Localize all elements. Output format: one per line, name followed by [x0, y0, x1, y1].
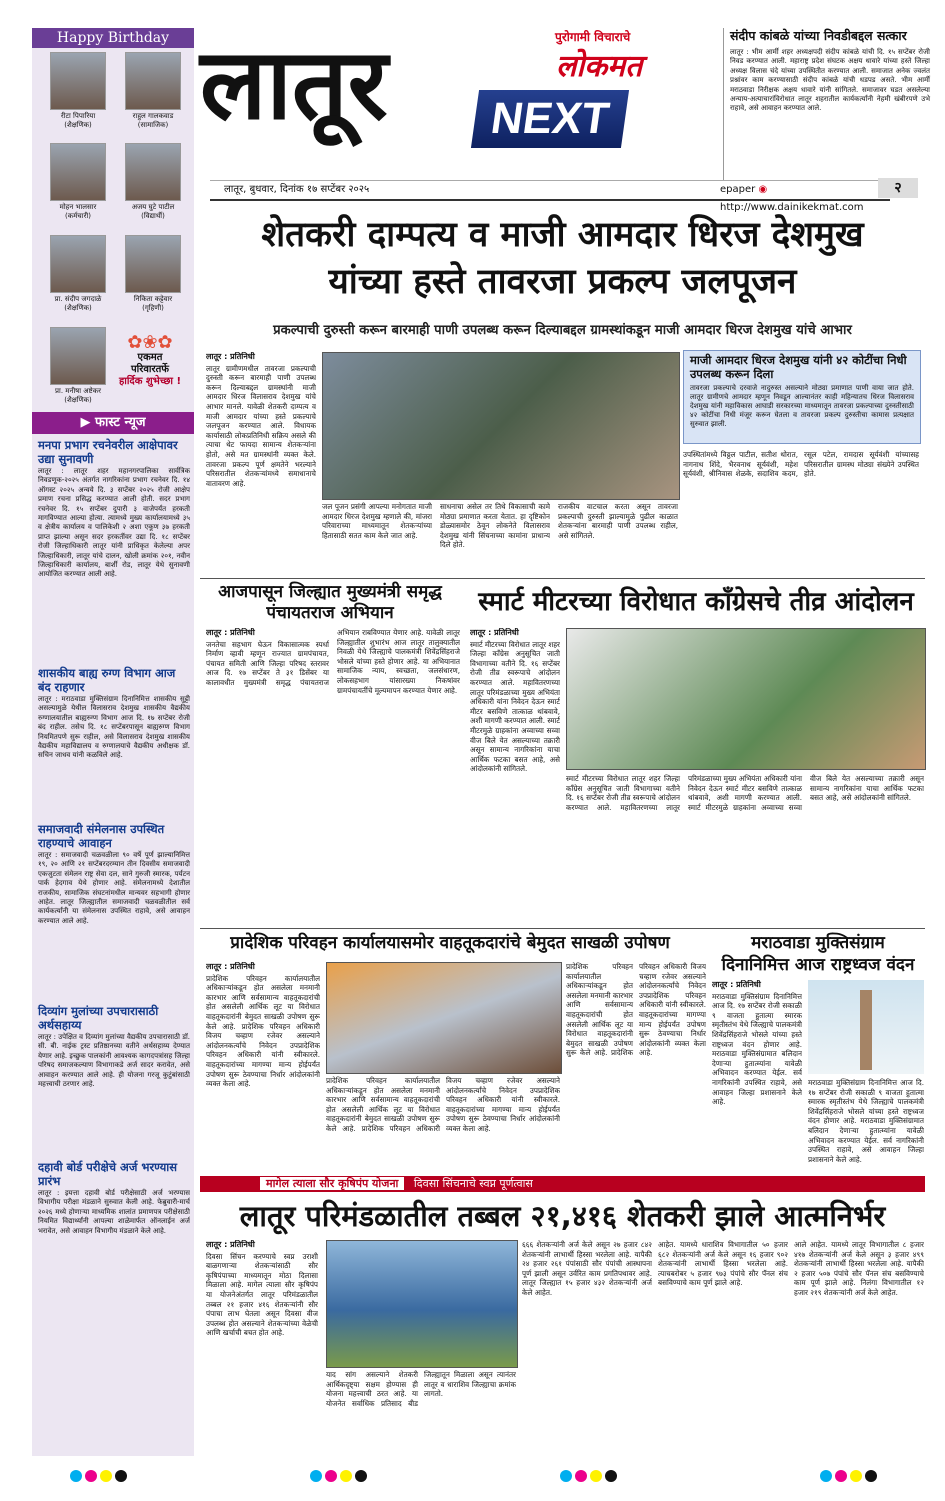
lead-column: साधनाचा असेल तर तिथे विकासाची कामे मोठ्या प्रमाणात करता येतात. हा दृष्टिकोन डोळ्यासमोर ठेवून लोकनेते विलासराव देशमुख यांनी सिंचनाच्या कामांना प्राधान्य दिले होते.	[440, 502, 550, 550]
lead-column: राजकीय वाटचाल करता असून तावरजा प्रकल्पाची दुरुस्ती झाल्यामुळे पुढील काळात शेतकऱ्यांना बारमाही पाणी उपलब्ध राहील, असे सांगितले.	[558, 502, 678, 540]
person-photo	[50, 143, 106, 201]
protest-photo	[566, 628, 926, 770]
flower-icon: ✿❀✿	[127, 332, 173, 353]
memorial-pillar	[860, 990, 872, 1070]
scheme-banner: मागेल त्याला सौर कृषिपंप योजना दिवसा सिंचनाचे स्वप्न पूर्णत्वास	[200, 1176, 925, 1192]
news-brief: समाजवादी संमेलनास उपस्थित राहण्याचे आवाहन लातूर : समाजवादी चळवळीला ९० वर्षे पूर्ण झाल्यानिमित्त १९, २० आणि २१ सप्टेंबरदरम्यान तीन दिवसीय समाजवादी एकजुटता संमेलन राष्ट्र सेवा दल, साने गुरुजी स्मारक, पर्यटन पार्क हेदगाव येथे होणार आहे. संमेलनामध्ये देशातील राजकीय, सामाजिक संघटनांमधील मान्यवर सहभागी होणार आहेत. लातूर जिल्ह्यातील समाजवादी चळवळीतील सर्व कार्यकर्त्यांनी या संमेलनास उपस्थित राहावे, असे आवाहन करण्यात आले आहे.	[38, 822, 190, 925]
epaper-link[interactable]: http://www.dainikekmat.com	[720, 202, 864, 213]
story-body: प्रादेशिक परिवहन कार्यालयातील अधिकाऱ्यांकडून होत असलेला मनमानी कारभार आणि सर्वसामान्य वाहतूकदारांची होत असलेली आर्थिक लूट या विरोधात वाहतूकदारांनी बेमुदत साखळी उपोषण सुरू केले आहे. प्रादेशिक परिवहन अधिकारी विजय चव्हाण रजेवर असल्याने आंदोलनकर्त्यांचे निवेदन उपप्रादेशिक परिवहन अधिकारी यांनी स्वीकारले. वाहतूकदारांच्या मागण्या मान्य होईपर्यंत उपोषण सुरू ठेवण्याचा निर्धार आंदोलकांनी व्यक्त केला आहे.	[566, 962, 706, 1058]
news-brief: दहावी बोर्ड परीक्षेचे अर्ज भरण्यास प्रारंभ लातूर : इयत्ता दहावी बोर्ड परीक्षेसाठी अर्ज भरण्यास विभागीय परीक्षा मंडळाने सुरुवात केली आहे. फेब्रुवारी-मार्च २०२६ मध्ये होणाऱ्या माध्यमिक शालांत प्रमाणपत्र परीक्षेसाठी नियमित विद्यार्थ्यांनी आपल्या शाळेमार्फत ऑनलाईन अर्ज भरावेत, असे आवाहन विभागीय मंडळाने केले आहे.	[38, 1160, 190, 1235]
bottom-headline: लातूर परिमंडळातील तब्बल २१,४१६ शेतकरी झाले आत्मनिर्भर	[239, 1199, 886, 1233]
person-photo	[50, 52, 106, 110]
dateline: लातूर, बुधवार, दिनांक १७ सप्टेंबर २०२५ epaper ◉ http://www.dainikekmat.com	[210, 180, 890, 201]
print-registration-marks	[70, 1470, 127, 1482]
story-body: मराठवाडा मुक्तिसंग्राम दिनानिमित्त आज दि. १७ सप्टेंबर रोजी सकाळी ९ वाजता हुतात्मा स्मारक स्मृतीस्तंभ येथे जिल्ह्याचे पालकमंत्री शिवेंद्रसिंहराजे भोसले यांच्या हस्ते राष्ट्रध्वज वंदन होणार आहे. मराठवाडा मुक्तिसंग्रामात बलिदान देणाऱ्या हुतात्म्यांना यावेळी अभिवादन करण्यात येईल. सर्व नागरिकांनी उपस्थित राहावे, असे आवाहन जिल्हा प्रशासनाने केले आहे.	[808, 1078, 924, 1164]
person-photo	[125, 143, 181, 201]
person-photo	[50, 235, 106, 293]
birthday-header: Happy Birthday	[32, 28, 194, 48]
birthday-card: अजय घुटे पाटील (विद्यार्थी)	[117, 143, 189, 221]
print-registration-marks	[820, 1470, 877, 1482]
story-body: स्मार्ट मीटरच्या विरोधात लातूर शहर जिल्हा काँग्रेस अनुसूचित जाती विभागाच्या वतीने दि. १६ सप्टेंबर रोजी तीव्र स्वरूपाचे आंदोलन करण्यात आले. महावितरणच्या लातूर परिमंडळाच्या मुख्य अभियंता अधिकारी यांना निवेदन देऊन स्मार्ट मीटर बसविणे तात्काळ थांबवावे, अशी मागणी करण्यात आली. स्मार्ट मीटरमुळे ग्राहकांना अव्वाच्या सव्वा वीज बिले येत असल्याच्या तक्रारी असून सामान्य नागरिकांना याचा आर्थिक फटका बसत आहे, असे आंदोलकांनी सांगितले.	[566, 774, 924, 812]
story-headline: स्मार्ट मीटरच्या विरोधात काँग्रेसचे तीव्र आंदोलन	[478, 587, 914, 617]
page-number: २	[878, 178, 918, 198]
print-registration-marks	[560, 1470, 617, 1482]
top-right-story: संदीप कांबळे यांच्या निवडीबद्दल सत्कार लातूर : भीम आर्मी शहर अध्यक्षपदी संदीप कांबळे यांची दि. १५ सप्टेंबर रोजी निवड करण्यात आली. महाराष्ट्र प्रदेश संघटक अक्षय धावारे यांच्या हस्ते जिल्हा अध्यक्ष विलास चंदे यांच्या उपस्थितीत करण्यात आली. समाजात अनेक ज्वलंत प्रश्नांवर काम करण्यासाठी संदीप कांबळे यांची धडपड असते. भीम आर्मी मराठवाडा निरीक्षक अक्षय धावारे यांनी सांगितले. समाजावर घडत असलेल्या अन्याय-अत्याचारांविरोधात लातूर शहरातील कार्यकर्त्यांनी नेहमी खंबीरपणे उभे राहावे, असे आवाहन करण्यात आले.	[723, 28, 930, 180]
lead-photo	[322, 352, 680, 500]
story-headline: प्रादेशिक परिवहन कार्यालयासमोर वाहतूकदारांचे बेमुदत साखळी उपोषण	[230, 933, 670, 953]
print-registration-marks	[310, 1470, 367, 1482]
divider	[200, 578, 925, 579]
next-logo: NEXT	[471, 90, 629, 148]
lead-subhead: प्रकल्पाची दुरुस्ती करून बारमाही पाणी उपलब्ध करून दिल्याबद्दल ग्रामस्थांकडून माजी आमदार धिरज देशमुख यांचे आभार	[273, 323, 852, 338]
masthead-logo: लातूर	[200, 28, 388, 142]
story-body: लातूर : प्रतिनिधी मराठवाडा मुक्तिसंग्राम दिनानिमित्त आज दि. १७ सप्टेंबर रोजी सकाळी ९ वाजता हुतात्मा स्मारक स्मृतीस्तंभ येथे जिल्ह्याचे पालकमंत्री शिवेंद्रसिंहराजे भोसले यांच्या हस्ते राष्ट्रध्वज वंदन होणार आहे. मराठवाडा मुक्तिसंग्रामात बलिदान देणाऱ्या हुतात्म्यांना यावेळी अभिवादन करण्यात येईल. सर्व नागरिकांनी उपस्थित राहावे, असे आवाहन जिल्हा प्रशासनाने केले आहे.	[712, 980, 802, 1107]
lead-column: जल पूजन प्रसंगी आपल्या मनोगतात माजी आमदार धिरज देशमुख म्हणाले की, मांजरा परिवाराच्या माध्यमातून शेतकऱ्यांच्या हितासाठी सतत काम केले जात आहे.	[322, 502, 432, 540]
story-body: लातूर : प्रतिनिधी प्रादेशिक परिवहन कार्यालयातील अधिकाऱ्यांकडून होत असलेला मनमानी कारभार आणि सर्वसामान्य वाहतूकदारांची होत असलेली आर्थिक लूट या विरोधात वाहतूकदारांनी बेमुदत साखळी उपोषण सुरू केले आहे. प्रादेशिक परिवहन अधिकारी विजय चव्हाण रजेवर असल्याने आंदोलनकर्त्यांचे निवेदन उपप्रादेशिक परिवहन अधिकारी यांनी स्वीकारले. वाहतूकदारांच्या मागण्या मान्य होईपर्यंत उपोषण सुरू ठेवण्याचा निर्धार आंदोलकांनी व्यक्त केला आहे.	[206, 962, 320, 1089]
story-body: आले आहेत. यामध्ये लातूर विभागातील ८ हजार ४१७ शेतकऱ्यांनी अर्ज केले असून ३ हजार ४९९ शेतकऱ्यांनी लाभार्थी हिस्सा भरलेला आहे. यापैकी २ हजार ५०७ पंपांचे सौर पॅनल संच बसविण्याचे काम पूर्ण झाले आहे. निलंगा विभागातील १२ हजार २१९ शेतकऱ्यांनी अर्ज केले आहेत.	[794, 1240, 924, 1297]
lead-headline: शेतकरी दाम्पत्य व माजी आमदार धिरज देशमुख यांच्या हस्ते तावरजा प्रकल्प जलपूजन	[261, 215, 864, 302]
globe-icon: ◉	[758, 184, 768, 195]
solar-pump-photo	[326, 1240, 518, 1368]
story-headline: मराठवाडा मुक्तिसंग्राम दिनानिमित्त आज राष्ट्रध्वज वंदन	[721, 933, 915, 975]
birthday-card: प्रा. मनीषा अष्टेकर (शैक्षणिक)	[42, 327, 114, 405]
news-brief: शासकीय बाह्य रुग्ण विभाग आज बंद राहणार लातूर : मराठवाडा मुक्तिसंग्राम दिनानिमित्त शासकीय सुट्टी असल्यामुळे येथील विलासराव देशमुख शासकीय वैद्यकीय रुग्णालयातील बाह्यरुग्ण विभाग आज दि. १७ सप्टेंबर रोजी बंद राहील. तसेच दि. १८ सप्टेंबरपासून बाह्यरुग्ण विभाग नियमितपणे सुरू राहील, असे विलासराव देशमुख शासकीय वैद्यकीय महाविद्यालय व रुग्णालयाचे वैद्यकीय अधीक्षक डॉ. सचिन जाधव यांनी कळविले आहे.	[38, 666, 190, 760]
story-body: लातूर : प्रतिनिधी स्मार्ट मीटरच्या विरोधात लातूर शहर जिल्हा काँग्रेस अनुसूचित जाती विभागाच्या वतीने दि. १६ सप्टेंबर रोजी तीव्र स्वरूपाचे आंदोलन करण्यात आले. महावितरणच्या लातूर परिमंडळाच्या मुख्य अभियंता अधिकारी यांना निवेदन देऊन स्मार्ट मीटर बसविणे तात्काळ थांबवावे, अशी मागणी करण्यात आली. स्मार्ट मीटरमुळे ग्राहकांना अव्वाच्या सव्वा वीज बिले येत असल्याच्या तक्रारी असून सामान्य नागरिकांना याचा आर्थिक फटका बसत आहे, असे आंदोलकांनी सांगितले.	[470, 628, 560, 774]
birthday-card: निकिता कट्टेवार (गृहिणी)	[117, 235, 189, 313]
news-brief: दिव्यांग मुलांच्या उपचारासाठी अर्थसहाय्य लातूर : उपेक्षित व दिव्यांग मुलांच्या वैद्यकीय उपचारासाठी डॉ. सी. बी. नाईक ट्रस्ट प्रतिष्ठानच्या वतीने अर्थसहाय्य देण्यात येणार आहे. इच्छुक पालकांनी आवश्यक कागदपत्रांसह जिल्हा परिषद समाजकल्याण विभागाकडे अर्ज सादर करावेत, असे आवाहन करण्यात आले आहे. ही योजना गरजू कुटुंबांसाठी महत्त्वाची ठरणार आहे.	[38, 1004, 190, 1089]
story-body: ६६६ शेतकऱ्यांनी अर्ज केले असून २७ हजार ८४२ शेतकऱ्यांनी लाभार्थी हिस्सा भरलेला आहे. यापैकी २४ हजार २६१ पंपांसाठी सौर पंपांची आस्थापना पूर्ण झाली असून उर्वरित काम प्रगतिपथावर आहे. लातूर जिल्ह्यात १५ हजार ४३२ शेतकऱ्यांनी अर्ज केले आहेत.	[522, 1240, 652, 1297]
story-body: याद सांग असल्याने शेतकरी आर्थिकदृष्ट्या सक्षम होण्यास ही योजना महत्त्वाची ठरत आहे. या योजनेत सर्वाधिक प्रतिसाद बीड जिल्ह्यातून मिळाला असून त्यानंतर लातूर व धाराशिव जिल्ह्याचा क्रमांक लागतो.	[326, 1370, 516, 1408]
lead-column: उपस्थितांमध्ये विठ्ठल पाटील, सतीश थोरात, नागनाथ शिंदे, भैरवनाथ सूर्यवंशी, महेश सूर्यवंशी, श्रीनिवास शेळके, सदाशिव कदम, रसूल पटेल, रामदास सूर्यवंशी यांच्यासह परिसरातील ग्रामस्थ मोठ्या संख्येने उपस्थित होते.	[683, 450, 919, 479]
fast-news-header: ▶ फास्ट न्यूज	[32, 412, 194, 434]
birthday-card: मोहन भालसार (कर्मचारी)	[42, 143, 114, 221]
memorial-photo	[808, 980, 924, 1074]
divider	[200, 928, 925, 929]
paper-name: लोकमत	[556, 49, 643, 84]
story-body: प्रादेशिक परिवहन कार्यालयातील अधिकाऱ्यांकडून होत असलेला मनमानी कारभार आणि सर्वसामान्य वाहतूकदारांची होत असलेली आर्थिक लूट या विरोधात वाहतूकदारांनी बेमुदत साखळी उपोषण सुरू केले आहे. प्रादेशिक परिवहन अधिकारी विजय चव्हाण रजेवर असल्याने आंदोलनकर्त्यांचे निवेदन उपप्रादेशिक परिवहन अधिकारी यांनी स्वीकारले. वाहतूकदारांच्या मागण्या मान्य होईपर्यंत उपोषण सुरू ठेवण्याचा निर्धार आंदोलकांनी व्यक्त केला आहे.	[326, 1076, 560, 1133]
greeting: ✿❀✿ एकमत परिवारतर्फे हार्दिक शुभेच्छा !	[110, 334, 190, 388]
birthday-card: रीटा पिपारिया (शैक्षणिक)	[42, 52, 114, 130]
story-body: लातूर : प्रतिनिधी जनतेचा सहभाग घेऊन विकासात्मक स्पर्धा निर्माण व्हावी म्हणून राज्यात ग्रामपंचायत, पंचायत समिती आणि जिल्हा परिषद स्तरावर आज दि. १७ सप्टेंबर ते ३१ डिसेंबर या कालावधीत मुख्यमंत्री समृद्ध पंचायतराज अभियान राबविण्यात येणार आहे. यावेळी लातूर जिल्ह्यातील शुभारंभ आज लातूर तालुक्यातील निवळी येथे जिल्ह्याचे पालकमंत्री शिवेंद्रसिंहराजे भोसले यांच्या हस्ते होणार आहे. या अभियानात सामाजिक न्याय, स्वच्छता, जलसंधारण, लोकसहभाग यांसारख्या निकषांवर ग्रामपंचायतींचे मूल्यमापन करण्यात येणार आहे.	[206, 628, 460, 695]
story-headline: आजपासून जिल्ह्यात मुख्यमंत्री समृद्ध पंचायतराज अभियान	[218, 582, 442, 623]
person-photo	[125, 52, 181, 110]
lead-column: लातूर : प्रतिनिधी लातूर ग्रामीणमधील तावरजा प्रकल्पाची दुरुस्ती करून बारमाही पाणी उपलब्ध करून दिल्याबद्दल ग्रामस्थांनी माजी आमदार धिरज विलासराव देशमुख यांचे आभार मानले. यावेळी शेतकरी दाम्पत्य व माजी आमदार यांच्या हस्ते प्रकल्पाचे जलपूजन करण्यात आले. विधायक कार्यासाठी लोकप्रतिनिधी सक्रिय असले की त्याचा थेट फायदा सामान्य शेतकऱ्यांना होतो, असे मत ग्रामस्थांनी व्यक्त केले. तावरजा प्रकल्प पूर्ण क्षमतेने भरल्याने परिसरातील शेतकऱ्यांमध्ये समाधानाचे वातावरण आहे.	[206, 352, 316, 488]
arrow-icon: ▶	[80, 415, 95, 430]
story-body: आहेत. यामध्ये धाराशिव विभागातील ५० हजार ६८२ शेतकऱ्यांनी अर्ज केले असून १६ हजार ९०२ शेतकऱ्यांनी लाभार्थी हिस्सा भरलेला आहे. त्याचबरोबर ५ हजार ९७३ पंपांचे सौर पॅनल संच बसविण्याचे काम पूर्ण झाले आहे.	[658, 1240, 788, 1288]
news-brief: मनपा प्रभाग रचनेवरील आक्षेपावर उद्या सुनावणी लातूर : लातूर शहर महानगरपालिका सार्वत्रिक निवडणूक-२०२५ अंतर्गत नागरिकांना प्रभाग रचनेवर दि. १४ ऑगस्ट २०२५ अन्वये दि. ३ सप्टेंबर २०२५ रोजी आक्षेप प्रमाण रचना प्रसिद्ध करण्यात आली होती. सदर प्रभाग रचनेवर दि. १५ सप्टेंबर दुपारी ३ वाजेपर्यंत हरकती मागविण्यात आल्या होत्या. त्यामध्ये मुख्य कार्यालयामध्ये ३५ व क्षेत्रीय कार्यालय व पालिकेशी २ अशा एकूण ३७ हरकती प्राप्त झाल्या असून सदर हरकतींवर उद्या दि. १८ सप्टेंबर रोजी जिल्हाधिकारी लातूर यांनी प्राधिकृत केलेल्या अपर जिल्हाधिकारी, लातूर यांचे दालन, खोली क्रमांक २०१, नवीन जिल्हाधिकारी कार्यालय, बार्शी रोड, लातूर येथे सुनावणी आयोजित करण्यात आली आहे.	[38, 438, 190, 579]
hunger-strike-photo	[326, 962, 562, 1074]
tagline: पुरोगामी विचाराचे	[555, 30, 631, 44]
birthday-card: प्रा. संदीप जगदाळे (शैक्षणिक)	[42, 235, 114, 313]
person-photo	[50, 327, 106, 385]
birthday-card: राहुल गालकवाड (सामाजिक)	[117, 52, 189, 130]
lead-sidebox: माजी आमदार धिरज देशमुख यांनी ४२ कोटींचा निधी उपलब्ध करून दिला तावरजा प्रकल्पाचे दरवाजे नादुरुस्त असल्याने मोठ्या प्रमाणात पाणी वाया जात होते. लातूर ग्रामीणचे आमदार म्हणून निवडून आल्यानंतर काही महिन्यातच धिरज विलासराव देशमुख यांनी महाविकास आघाडी सरकारच्या माध्यमातून तावरजा प्रकल्पाच्या दुरुस्तीसाठी ४२ कोटींचा निधी मंजूर करून घेतला व तावरजा प्रकल्प दुरुस्तीचा कामास प्रत्यक्षात सुरुवात झाली.	[683, 350, 921, 444]
person-photo	[125, 235, 181, 293]
story-body: लातूर : प्रतिनिधी दिवसा सिंचन करण्याचे स्वप्न उराशी बाळगणाऱ्या शेतकऱ्यांसाठी सौर कृषिपंपाच्या माध्यमातून मोठा दिलासा मिळाला आहे. मागेल त्याला सौर कृषिपंप या योजनेअंतर्गत लातूर परिमंडळातील तब्बल २१ हजार ४१६ शेतकऱ्यांनी सौर पंपाचा लाभ घेतला असून दिवसा वीज उपलब्ध होत असल्याने शेतकऱ्यांच्या वेळेची आणि खर्चाची बचत होत आहे.	[206, 1240, 318, 1338]
